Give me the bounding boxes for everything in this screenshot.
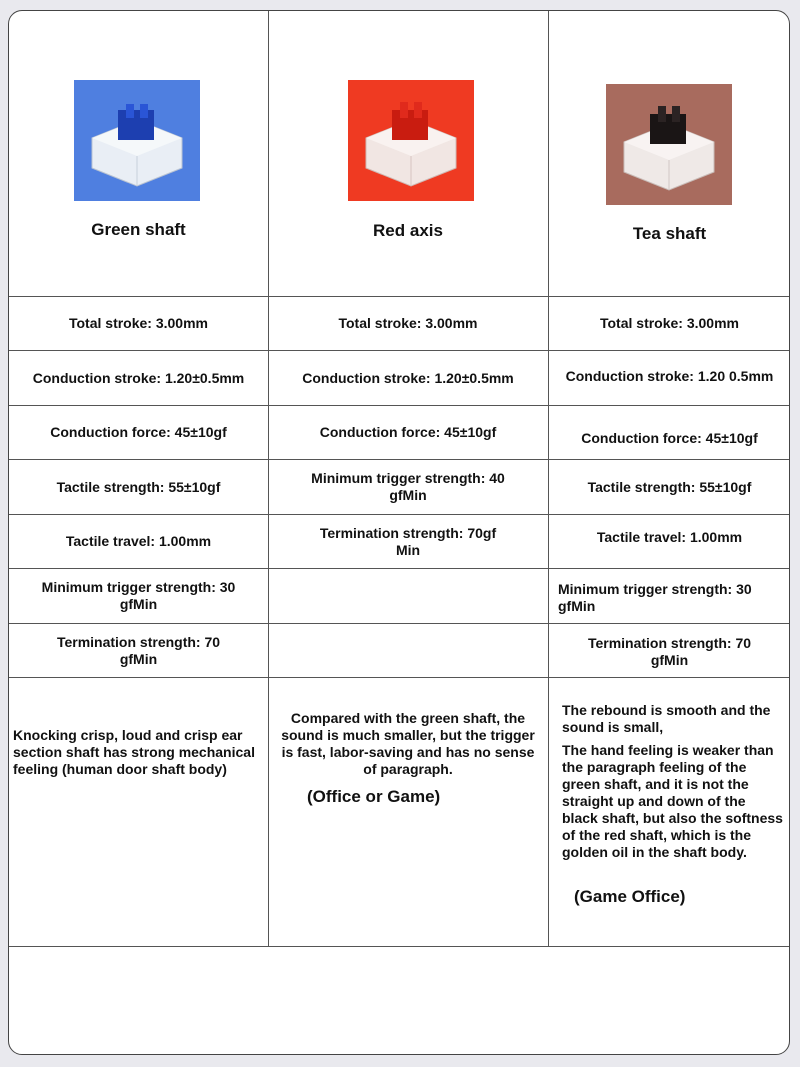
spec-cell: Total stroke: 3.00mm	[599, 315, 739, 331]
spec-cell: Termination strength: 70 gfMin	[56, 633, 221, 667]
usage-label: (Office or Game)	[307, 787, 441, 806]
spec-cell: Conduction force: 45±10gf	[319, 424, 497, 440]
switch-description: The rebound is smooth and the sound is small,	[562, 702, 771, 735]
red-switch-icon	[348, 80, 474, 201]
usage-label: (Game Office)	[574, 887, 686, 906]
spec-cell: Tactile strength: 55±10gf	[587, 478, 752, 495]
spec-cell: Minimum trigger strength: 30 gfMin	[558, 581, 752, 614]
spec-cell: Conduction stroke: 1.20±0.5mm	[302, 369, 514, 386]
switch-description: Compared with the green shaft, the sound is much smaller, but the trigger is fast, labor-saving and has no sense of paragraph.	[281, 710, 535, 777]
brown-switch-icon	[606, 84, 732, 205]
spec-cell: Termination strength: 70gf Min	[319, 524, 497, 558]
spec-cell: Total stroke: 3.00mm	[338, 315, 478, 331]
switch-name: Green shaft	[91, 220, 186, 239]
spec-cell: Minimum trigger strength: 30 gfMin	[41, 579, 236, 612]
spec-cell: Total stroke: 3.00mm	[68, 315, 208, 331]
spec-cell: Conduction stroke: 1.20±0.5mm	[32, 369, 245, 386]
spec-cell: Tactile travel: 1.00mm	[596, 529, 743, 545]
spec-cell: Minimum trigger strength: 40 gfMin	[311, 470, 505, 503]
blue-switch-icon	[74, 80, 200, 201]
spec-cell: Tactile strength: 55±10gf	[56, 478, 221, 495]
spec-cell: Termination strength: 70 gfMin	[587, 634, 752, 668]
switch-description: Knocking crisp, loud and crisp ear section shaft has strong mechanical feeling (human door shaft body)	[13, 727, 255, 777]
spec-cell: Tactile travel: 1.00mm	[65, 533, 212, 549]
switch-description: The hand feeling is weaker than the paragraph feeling of the green shaft, and it is not the straight up and down of the black shaft, but also the softness of the red shaft, which is the golden oil in the shaft body.	[562, 742, 783, 860]
spec-cell: Conduction force: 45±10gf	[50, 424, 227, 440]
comparison-table	[8, 10, 790, 1055]
spec-cell: Conduction force: 45±10gf	[581, 429, 758, 446]
switch-name: Tea shaft	[632, 224, 707, 243]
switch-name: Red axis	[373, 221, 443, 240]
spec-cell: Conduction stroke: 1.20 0.5mm	[565, 367, 774, 384]
row-divider	[9, 946, 789, 947]
